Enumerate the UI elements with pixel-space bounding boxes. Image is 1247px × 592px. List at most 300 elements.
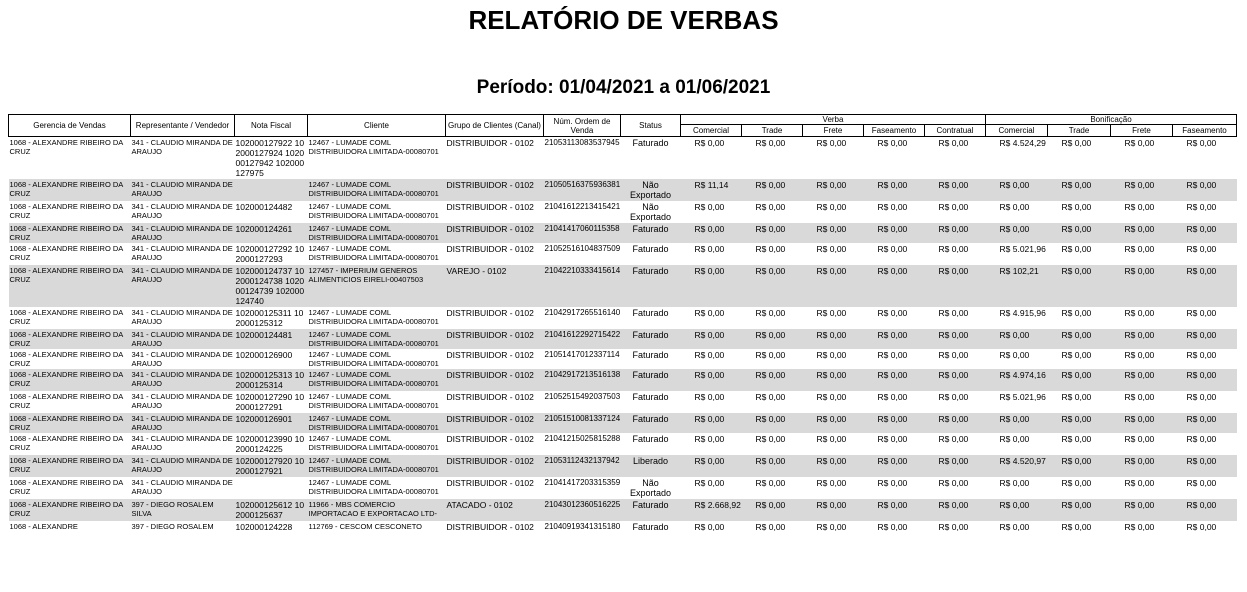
cell-ordem: 21042917265516140 — [544, 308, 621, 317]
cell-bonif-trade: R$ 0,00 — [1048, 329, 1111, 349]
cell-grupo: DISTRIBUIDOR - 0102 — [446, 455, 544, 477]
cell-verba-trade: R$ 0,00 — [742, 265, 803, 307]
cell-verba-trade: R$ 0,00 — [755, 434, 786, 444]
cell-bonif-faseamento: R$ 0,00 — [1173, 223, 1237, 243]
cell-status: Faturado — [621, 369, 681, 391]
cell-status: Faturado — [621, 265, 681, 307]
cell-verba-faseamento: R$ 0,00 — [877, 308, 908, 318]
cell-gerencia: 1068 - ALEXANDRE RIBEIRO DA CRUZ — [9, 499, 131, 521]
cell-verba-contratual: R$ 0,00 — [925, 179, 986, 201]
col-verba-frete: Frete — [803, 125, 864, 137]
cell-gerencia: 1068 - ALEXANDRE RIBEIRO DA CRUZ — [9, 392, 123, 410]
cell-bonif-faseamento: R$ 0,00 — [1173, 265, 1237, 307]
cell-representante: 397 - DIEGO ROSALEM SILVA — [131, 499, 235, 521]
cell-bonif-frete: R$ 0,00 — [1124, 308, 1155, 318]
cell-representante: 341 - CLAUDIO MIRANDA DE ARAUJO — [131, 244, 233, 262]
cell-verba-frete: R$ 0,00 — [803, 413, 864, 433]
cell-gerencia: 1068 - ALEXANDRE — [9, 522, 78, 531]
cell-verba-faseamento: R$ 0,00 — [864, 369, 925, 391]
cell-bonif-comercial: R$ 5.021,96 — [999, 392, 1046, 402]
cell-verba-comercial: R$ 0,00 — [681, 369, 742, 391]
cell-gerencia: 1068 - ALEXANDRE RIBEIRO DA CRUZ — [9, 350, 123, 368]
col-status: Status — [621, 115, 681, 137]
cell-verba-comercial: R$ 0,00 — [681, 265, 742, 307]
cell-cliente: 12467 - LUMADE COML DISTRIBUIDORA LIMITADA-00080701 — [308, 329, 446, 349]
cell-ordem: 21052516104837509 — [544, 244, 621, 253]
cell-bonif-comercial: R$ 5.021,96 — [999, 244, 1046, 254]
cell-cliente: 12467 - LUMADE COML DISTRIBUIDORA LIMITADA-00080701 — [308, 223, 446, 243]
cell-verba-contratual: R$ 0,00 — [925, 223, 986, 243]
cell-bonif-comercial: R$ 0,00 — [986, 413, 1048, 433]
cell-bonif-frete: R$ 0,00 — [1124, 434, 1155, 444]
table-row — [9, 455, 1237, 477]
report-period: Período: 01/04/2021 a 01/06/2021 — [476, 77, 771, 98]
cell-verba-contratual: R$ 0,00 — [925, 499, 986, 521]
cell-bonif-comercial: R$ 4.520,97 — [986, 455, 1048, 477]
cell-status: Faturado — [632, 392, 669, 402]
cell-bonif-comercial: R$ 0,00 — [999, 350, 1030, 360]
cell-verba-comercial: R$ 0,00 — [681, 223, 742, 243]
cell-representante: 341 - CLAUDIO MIRANDA DE ARAUJO — [131, 179, 235, 201]
cell-verba-trade: R$ 0,00 — [742, 329, 803, 349]
cell-ordem: 21041612292715422 — [544, 329, 621, 349]
cell-bonif-trade: R$ 0,00 — [1061, 202, 1092, 212]
cell-nota-fiscal: 102000126901 — [235, 413, 308, 433]
cell-gerencia: 1068 - ALEXANDRE RIBEIRO DA CRUZ — [9, 413, 131, 433]
cell-representante: 341 - CLAUDIO MIRANDA DE ARAUJO — [131, 138, 233, 156]
cell-ordem: 21052515492037503 — [544, 392, 621, 401]
cell-status: Liberado — [621, 455, 681, 477]
cell-verba-faseamento: R$ 0,00 — [877, 522, 908, 532]
cell-grupo: DISTRIBUIDOR - 0102 — [446, 478, 534, 488]
cell-ordem: 21053112432137942 — [544, 455, 621, 477]
cell-verba-trade: R$ 0,00 — [755, 244, 786, 254]
cell-bonif-comercial: R$ 4.974,16 — [986, 369, 1048, 391]
cell-nota-fiscal: 102000123990 102000124225 — [235, 434, 305, 454]
cell-verba-trade: R$ 0,00 — [742, 223, 803, 243]
col-verba-trade: Trade — [742, 125, 803, 137]
cell-ordem: 21050516375936381 — [544, 179, 621, 201]
cell-verba-faseamento: R$ 0,00 — [877, 138, 908, 148]
cell-bonif-frete: R$ 0,00 — [1124, 350, 1155, 360]
cell-gerencia: 1068 - ALEXANDRE RIBEIRO DA CRUZ — [9, 138, 123, 156]
table-row — [9, 349, 1237, 369]
cell-gerencia: 1068 - ALEXANDRE RIBEIRO DA CRUZ — [9, 369, 131, 391]
cell-ordem: 21041417203315359 — [544, 478, 621, 487]
cell-grupo: DISTRIBUIDOR - 0102 — [446, 434, 534, 444]
cell-verba-comercial: R$ 0,00 — [681, 329, 742, 349]
col-bonif-frete: Frete — [1111, 125, 1173, 137]
cell-verba-frete: R$ 0,00 — [816, 434, 847, 444]
col-grupo: Grupo de Clientes (Canal) — [446, 115, 544, 137]
table-row — [9, 137, 1237, 180]
table-row — [9, 307, 1237, 329]
cell-representante: 341 - CLAUDIO MIRANDA DE ARAUJO — [131, 224, 233, 242]
cell-grupo: DISTRIBUIDOR - 0102 — [446, 522, 534, 532]
cell-representante: 397 - DIEGO ROSALEM — [131, 522, 214, 531]
table-row — [9, 243, 1237, 265]
table-row — [9, 369, 1237, 391]
cell-verba-faseamento: R$ 0,00 — [864, 223, 925, 243]
cell-cliente: 12467 - LUMADE COML DISTRIBUIDORA LIMITADA-00080701 — [308, 478, 439, 496]
cell-bonif-frete: R$ 0,00 — [1124, 478, 1155, 488]
cell-status: Não Exportado — [629, 478, 672, 498]
cell-verba-trade: R$ 0,00 — [755, 202, 786, 212]
cell-verba-contratual: R$ 0,00 — [938, 138, 969, 148]
cell-cliente: 12467 - LUMADE COML DISTRIBUIDORA LIMITADA-00080701 — [308, 350, 439, 368]
cell-bonif-comercial: R$ 0,00 — [986, 223, 1048, 243]
cell-cliente: 12467 - LUMADE COML DISTRIBUIDORA LIMITADA-00080701 — [308, 138, 439, 156]
cell-verba-frete: R$ 0,00 — [803, 455, 864, 477]
cell-bonif-trade: R$ 0,00 — [1061, 478, 1092, 488]
cell-cliente: 12467 - LUMADE COML DISTRIBUIDORA LIMITADA-00080701 — [308, 455, 446, 477]
cell-status: Faturado — [632, 244, 669, 254]
cell-verba-comercial: R$ 0,00 — [694, 434, 725, 444]
cell-representante: 341 - CLAUDIO MIRANDA DE ARAUJO — [131, 308, 233, 326]
cell-cliente: 12467 - LUMADE COML DISTRIBUIDORA LIMITADA-00080701 — [308, 434, 439, 452]
cell-bonif-faseamento: R$ 0,00 — [1186, 308, 1217, 318]
table-row — [9, 391, 1237, 413]
cell-bonif-frete: R$ 0,00 — [1111, 369, 1173, 391]
cell-grupo: DISTRIBUIDOR - 0102 — [446, 244, 534, 254]
cell-status: Faturado — [621, 413, 681, 433]
cell-status: Faturado — [632, 434, 669, 444]
cell-bonif-frete: R$ 0,00 — [1124, 138, 1155, 148]
cell-verba-comercial: R$ 0,00 — [694, 350, 725, 360]
cell-nota-fiscal — [235, 477, 308, 499]
col-cliente: Cliente — [308, 115, 446, 137]
cell-bonif-faseamento: R$ 0,00 — [1186, 350, 1217, 360]
cell-bonif-trade: R$ 0,00 — [1048, 179, 1111, 201]
cell-verba-faseamento: R$ 0,00 — [864, 413, 925, 433]
cell-bonif-comercial: R$ 4.915,96 — [999, 308, 1046, 318]
cell-verba-contratual: R$ 0,00 — [925, 455, 986, 477]
cell-verba-comercial: R$ 0,00 — [694, 392, 725, 402]
cell-verba-faseamento: R$ 0,00 — [877, 244, 908, 254]
cell-bonif-comercial: R$ 4.524,29 — [999, 138, 1046, 148]
cell-nota-fiscal: 102000124261 — [235, 223, 308, 243]
cell-status: Não Exportado — [621, 179, 681, 201]
cell-bonif-faseamento: R$ 0,00 — [1186, 478, 1217, 488]
cell-verba-comercial: R$ 2.668,92 — [681, 499, 742, 521]
cell-gerencia: 1068 - ALEXANDRE RIBEIRO DA CRUZ — [9, 202, 123, 220]
cell-cliente: 12467 - LUMADE COML DISTRIBUIDORA LIMITADA-00080701 — [308, 202, 439, 220]
cell-nota-fiscal: 102000127922 102000127924 102000127942 102000127975 — [235, 138, 305, 178]
cell-bonif-trade: R$ 0,00 — [1061, 244, 1092, 254]
cell-verba-faseamento: R$ 0,00 — [864, 329, 925, 349]
cell-bonif-faseamento: R$ 0,00 — [1186, 202, 1217, 212]
cell-verba-comercial: R$ 0,00 — [694, 244, 725, 254]
cell-cliente: 12467 - LUMADE COML DISTRIBUIDORA LIMITADA-00080701 — [308, 413, 446, 433]
cell-grupo: ATACADO - 0102 — [446, 499, 544, 521]
cell-bonif-frete: R$ 0,00 — [1111, 329, 1173, 349]
table-row — [9, 265, 1237, 307]
cell-verba-trade: R$ 0,00 — [742, 455, 803, 477]
cell-verba-trade: R$ 0,00 — [755, 308, 786, 318]
cell-cliente: 12467 - LUMADE COML DISTRIBUIDORA LIMITADA-00080701 — [308, 308, 439, 326]
cell-verba-frete: R$ 0,00 — [803, 223, 864, 243]
report-table — [8, 114, 1237, 533]
cell-verba-contratual: R$ 0,00 — [925, 265, 986, 307]
cell-verba-trade: R$ 0,00 — [742, 413, 803, 433]
cell-bonif-comercial: R$ 0,00 — [999, 434, 1030, 444]
table-row — [9, 329, 1237, 349]
cell-nota-fiscal: 102000127920 102000127921 — [235, 455, 308, 477]
cell-verba-frete: R$ 0,00 — [803, 329, 864, 349]
cell-bonif-trade: R$ 0,00 — [1061, 308, 1092, 318]
cell-verba-faseamento: R$ 0,00 — [864, 499, 925, 521]
cell-gerencia: 1068 - ALEXANDRE RIBEIRO DA CRUZ — [9, 434, 123, 452]
cell-cliente: 11966 - MBS COMERCIO IMPORTACAO E EXPORTACAO LTD- — [308, 499, 446, 521]
cell-bonif-faseamento: R$ 0,00 — [1186, 392, 1217, 402]
cell-gerencia: 1068 - ALEXANDRE RIBEIRO DA CRUZ — [9, 455, 131, 477]
cell-verba-contratual: R$ 0,00 — [938, 308, 969, 318]
cell-grupo: DISTRIBUIDOR - 0102 — [446, 369, 544, 391]
cell-bonif-faseamento: R$ 0,00 — [1173, 499, 1237, 521]
cell-verba-faseamento: R$ 0,00 — [877, 478, 908, 488]
cell-bonif-frete: R$ 0,00 — [1111, 265, 1173, 307]
cell-verba-frete: R$ 0,00 — [816, 138, 847, 148]
col-bonif-comercial: Comercial — [986, 125, 1048, 137]
cell-representante: 341 - CLAUDIO MIRANDA DE ARAUJO — [131, 478, 233, 496]
cell-verba-faseamento: R$ 0,00 — [864, 179, 925, 201]
cell-nota-fiscal — [235, 179, 308, 201]
cell-nota-fiscal: 102000125612 102000125637 — [235, 499, 308, 521]
cell-verba-comercial: R$ 0,00 — [694, 202, 725, 212]
cell-bonif-faseamento: R$ 0,00 — [1173, 329, 1237, 349]
cell-verba-trade: R$ 0,00 — [742, 179, 803, 201]
table-row — [9, 413, 1237, 433]
cell-ordem: 21040919341315180 — [544, 522, 621, 531]
cell-ordem: 21043012360516225 — [544, 499, 621, 521]
cell-nota-fiscal: 102000125313 102000125314 — [235, 369, 308, 391]
cell-bonif-frete: R$ 0,00 — [1124, 244, 1155, 254]
cell-verba-frete: R$ 0,00 — [803, 369, 864, 391]
cell-verba-faseamento: R$ 0,00 — [864, 455, 925, 477]
cell-grupo: DISTRIBUIDOR - 0102 — [446, 350, 534, 360]
cell-verba-trade: R$ 0,00 — [742, 369, 803, 391]
cell-bonif-faseamento: R$ 0,00 — [1173, 369, 1237, 391]
col-bonif-trade: Trade — [1048, 125, 1111, 137]
cell-verba-trade: R$ 0,00 — [742, 499, 803, 521]
cell-bonif-faseamento: R$ 0,00 — [1173, 455, 1237, 477]
col-nota-fiscal: Nota Fiscal — [235, 115, 308, 137]
cell-representante: 341 - CLAUDIO MIRANDA DE ARAUJO — [131, 455, 235, 477]
cell-verba-comercial: R$ 11,14 — [681, 179, 742, 201]
cell-nota-fiscal: 102000126900 — [235, 350, 293, 360]
cell-bonif-trade: R$ 0,00 — [1061, 522, 1092, 532]
col-verba-faseamento: Faseamento — [864, 125, 925, 137]
cell-verba-contratual: R$ 0,00 — [938, 478, 969, 488]
cell-bonif-comercial: R$ 0,00 — [999, 478, 1030, 488]
cell-grupo: DISTRIBUIDOR - 0102 — [446, 329, 544, 349]
cell-verba-contratual: R$ 0,00 — [938, 350, 969, 360]
cell-status: Faturado — [621, 223, 681, 243]
cell-bonif-faseamento: R$ 0,00 — [1173, 179, 1237, 201]
cell-verba-frete: R$ 0,00 — [816, 522, 847, 532]
cell-grupo: DISTRIBUIDOR - 0102 — [446, 179, 544, 201]
cell-representante: 341 - CLAUDIO MIRANDA DE ARAUJO — [131, 265, 235, 307]
cell-bonif-faseamento: R$ 0,00 — [1186, 434, 1217, 444]
cell-bonif-frete: R$ 0,00 — [1111, 455, 1173, 477]
cell-grupo: DISTRIBUIDOR - 0102 — [446, 202, 534, 212]
cell-bonif-trade: R$ 0,00 — [1061, 350, 1092, 360]
table-row — [9, 179, 1237, 201]
cell-ordem: 21042917213516138 — [544, 369, 621, 391]
cell-bonif-frete: R$ 0,00 — [1124, 522, 1155, 532]
cell-ordem: 21042210333415614 — [544, 265, 621, 307]
cell-bonif-trade: R$ 0,00 — [1061, 392, 1092, 402]
cell-nota-fiscal: 102000124481 — [235, 329, 308, 349]
cell-verba-faseamento: R$ 0,00 — [877, 392, 908, 402]
cell-verba-comercial: R$ 0,00 — [694, 138, 725, 148]
cell-verba-contratual: R$ 0,00 — [938, 244, 969, 254]
cell-verba-comercial: R$ 0,00 — [694, 478, 725, 488]
cell-bonif-frete: R$ 0,00 — [1124, 202, 1155, 212]
cell-gerencia: 1068 - ALEXANDRE RIBEIRO DA CRUZ — [9, 223, 131, 243]
cell-verba-contratual: R$ 0,00 — [938, 522, 969, 532]
cell-bonif-trade: R$ 0,00 — [1048, 499, 1111, 521]
cell-verba-comercial: R$ 0,00 — [681, 455, 742, 477]
cell-gerencia: 1068 - ALEXANDRE RIBEIRO DA CRUZ — [9, 329, 131, 349]
cell-ordem: 21041612213415421 — [544, 202, 621, 211]
col-verba-contratual: Contratual — [925, 125, 986, 137]
cell-gerencia: 1068 - ALEXANDRE RIBEIRO DA CRUZ — [9, 478, 123, 496]
cell-ordem: 21051417012337114 — [544, 350, 620, 359]
col-bonif-faseamento: Faseamento — [1173, 125, 1237, 137]
table-row — [9, 521, 1237, 533]
cell-bonif-comercial: R$ 0,00 — [999, 522, 1030, 532]
cell-representante: 341 - CLAUDIO MIRANDA DE ARAUJO — [131, 202, 233, 220]
col-group-bonificacao: Bonificação — [986, 115, 1237, 125]
table-row — [9, 477, 1237, 499]
cell-cliente: 12467 - LUMADE COML DISTRIBUIDORA LIMITADA-00080701 — [308, 369, 446, 391]
table-row — [9, 223, 1237, 243]
table-row — [9, 499, 1237, 521]
cell-grupo: DISTRIBUIDOR - 0102 — [446, 392, 534, 402]
cell-cliente: 127457 - IMPERIUM GENEROS ALIMENTICIOS EIRELI-00407503 — [308, 265, 446, 307]
cell-grupo: DISTRIBUIDOR - 0102 — [446, 223, 544, 243]
cell-status: Faturado — [632, 138, 669, 148]
cell-bonif-frete: R$ 0,00 — [1111, 179, 1173, 201]
cell-bonif-comercial: R$ 0,00 — [986, 499, 1048, 521]
cell-nota-fiscal: 102000127292 102000127293 — [235, 244, 305, 264]
cell-ordem: 21051510081337124 — [544, 413, 621, 433]
cell-verba-frete: R$ 0,00 — [816, 244, 847, 254]
cell-verba-frete: R$ 0,00 — [803, 265, 864, 307]
cell-verba-comercial: R$ 0,00 — [694, 308, 725, 318]
cell-verba-faseamento: R$ 0,00 — [877, 434, 908, 444]
cell-representante: 341 - CLAUDIO MIRANDA DE ARAUJO — [131, 414, 233, 432]
report-title: RELATÓRIO DE VERBAS — [468, 5, 779, 35]
cell-verba-contratual: R$ 0,00 — [925, 329, 986, 349]
cell-verba-contratual: R$ 0,00 — [925, 413, 986, 433]
cell-verba-frete: R$ 0,00 — [816, 350, 847, 360]
cell-cliente: 12467 - LUMADE COML DISTRIBUIDORA LIMITADA-00080701 — [308, 392, 439, 410]
cell-bonif-faseamento: R$ 0,00 — [1173, 413, 1237, 433]
cell-verba-trade: R$ 0,00 — [755, 478, 786, 488]
cell-grupo: DISTRIBUIDOR - 0102 — [446, 308, 534, 318]
cell-representante: 341 - CLAUDIO MIRANDA DE ARAUJO — [131, 330, 233, 348]
cell-verba-faseamento: R$ 0,00 — [877, 202, 908, 212]
cell-representante: 341 - CLAUDIO MIRANDA DE ARAUJO — [131, 434, 233, 452]
cell-verba-contratual: R$ 0,00 — [938, 202, 969, 212]
cell-verba-comercial: R$ 0,00 — [681, 413, 742, 433]
cell-verba-trade: R$ 0,00 — [755, 350, 786, 360]
col-verba-comercial: Comercial — [681, 125, 742, 137]
cell-gerencia: 1068 - ALEXANDRE RIBEIRO DA CRUZ — [9, 265, 131, 307]
cell-nota-fiscal: 102000124228 — [235, 522, 293, 532]
cell-bonif-comercial: R$ 0,00 — [999, 202, 1030, 212]
cell-cliente: 112769 - CESCOM CESCONETO — [308, 522, 423, 531]
col-gerencia: Gerencia de Vendas — [9, 115, 131, 137]
cell-bonif-trade: R$ 0,00 — [1048, 223, 1111, 243]
cell-verba-frete: R$ 0,00 — [803, 499, 864, 521]
cell-bonif-trade: R$ 0,00 — [1048, 413, 1111, 433]
cell-verba-frete: R$ 0,00 — [816, 478, 847, 488]
cell-bonif-trade: R$ 0,00 — [1061, 434, 1092, 444]
cell-bonif-trade: R$ 0,00 — [1048, 369, 1111, 391]
cell-bonif-faseamento: R$ 0,00 — [1186, 138, 1217, 148]
cell-status: Faturado — [632, 350, 669, 360]
cell-nota-fiscal: 102000124482 — [235, 202, 293, 212]
cell-grupo: VAREJO - 0102 — [446, 265, 544, 307]
cell-bonif-trade: R$ 0,00 — [1048, 455, 1111, 477]
cell-verba-faseamento: R$ 0,00 — [864, 265, 925, 307]
cell-bonif-faseamento: R$ 0,00 — [1186, 522, 1217, 532]
cell-bonif-frete: R$ 0,00 — [1124, 392, 1155, 402]
cell-representante: 341 - CLAUDIO MIRANDA DE ARAUJO — [131, 350, 233, 368]
cell-bonif-faseamento: R$ 0,00 — [1186, 244, 1217, 254]
cell-verba-trade: R$ 0,00 — [755, 522, 786, 532]
cell-bonif-trade: R$ 0,00 — [1048, 265, 1111, 307]
cell-representante: 341 - CLAUDIO MIRANDA DE ARAUJO — [131, 369, 235, 391]
table-row — [9, 201, 1237, 223]
cell-status: Faturado — [632, 522, 669, 532]
cell-bonif-trade: R$ 0,00 — [1061, 138, 1092, 148]
col-ordem: Núm. Ordem de Venda — [544, 115, 621, 137]
cell-bonif-comercial: R$ 0,00 — [986, 179, 1048, 201]
cell-verba-trade: R$ 0,00 — [755, 138, 786, 148]
cell-status: Faturado — [632, 308, 669, 318]
col-group-verba: Verba — [681, 115, 986, 125]
cell-status: Faturado — [621, 329, 681, 349]
cell-nota-fiscal: 102000124737 102000124738 102000124739 102000124740 — [235, 265, 308, 307]
cell-gerencia: 1068 - ALEXANDRE RIBEIRO DA CRUZ — [9, 179, 131, 201]
cell-grupo: DISTRIBUIDOR - 0102 — [446, 413, 544, 433]
cell-verba-faseamento: R$ 0,00 — [877, 350, 908, 360]
col-representante: Representante / Vendedor — [131, 115, 235, 137]
cell-cliente: 12467 - LUMADE COML DISTRIBUIDORA LIMITADA-00080701 — [308, 179, 446, 201]
cell-verba-contratual: R$ 0,00 — [938, 392, 969, 402]
cell-grupo: DISTRIBUIDOR - 0102 — [446, 138, 534, 148]
cell-bonif-comercial: R$ 0,00 — [986, 329, 1048, 349]
cell-bonif-comercial: R$ 102,21 — [986, 265, 1048, 307]
cell-gerencia: 1068 - ALEXANDRE RIBEIRO DA CRUZ — [9, 308, 123, 326]
cell-verba-frete: R$ 0,00 — [816, 392, 847, 402]
cell-nota-fiscal: 102000125311 102000125312 — [235, 308, 304, 328]
cell-status: Faturado — [621, 499, 681, 521]
cell-gerencia: 1068 - ALEXANDRE RIBEIRO DA CRUZ — [9, 244, 123, 262]
cell-cliente: 12467 - LUMADE COML DISTRIBUIDORA LIMITADA-00080701 — [308, 244, 439, 262]
cell-ordem: 21053113083537945 — [544, 138, 620, 147]
cell-bonif-frete: R$ 0,00 — [1111, 499, 1173, 521]
cell-verba-frete: R$ 0,00 — [803, 179, 864, 201]
cell-verba-contratual: R$ 0,00 — [938, 434, 969, 444]
cell-verba-contratual: R$ 0,00 — [925, 369, 986, 391]
cell-verba-trade: R$ 0,00 — [755, 392, 786, 402]
cell-representante: 341 - CLAUDIO MIRANDA DE ARAUJO — [131, 392, 233, 410]
